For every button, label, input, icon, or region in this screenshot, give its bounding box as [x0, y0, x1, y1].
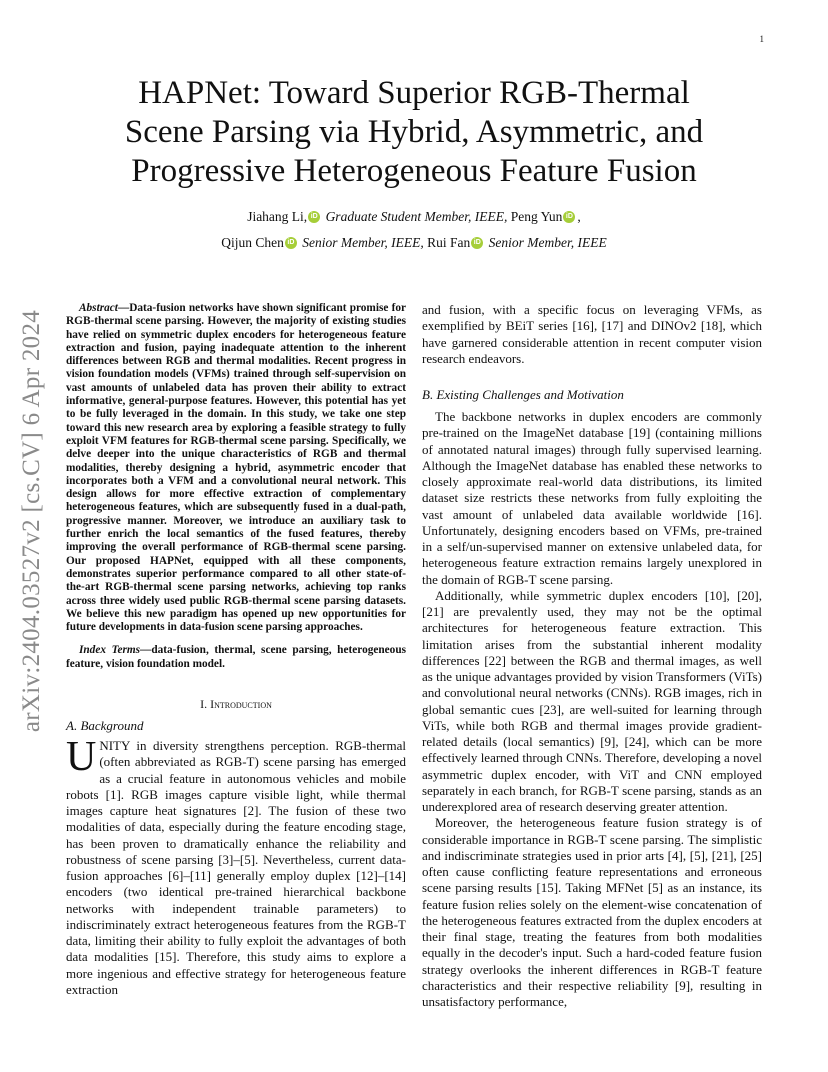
index-terms [66, 644, 406, 671]
author-separator: , [577, 209, 581, 224]
page-number: 1 [759, 34, 764, 44]
author-affiliation: Senior Member, IEEE, [298, 235, 424, 250]
intro-paragraph-4: Moreover, the heterogeneous feature fusion strategy is of considerable importance in RGB-T scene parsing. The simplistic and indiscriminate strategies used in prior arts [4], [5], [21], [25] often cause conflicting feature representations and erroneous scene parsing results [15]. Taking MFNet [5] as an instance, its feature fusion relies solely on the element-wise concatenation of the heterogeneous features extracted from the duplex encoders at their final stage, treating the features from both modalities equally in the decoder's input. Such a hard-coded feature fusion strategy overlooks the inherent differences in RGB-T feature characteristics and their respective reliability [9], resulting in unsatisfactory performance, [422, 815, 762, 1009]
intro-paragraph-1-continued: and fusion, with a specific focus on leveraging VFMs, as exemplified by BEiT series [16], [17] and DINOv2 [18], which have garnered considerable attention in recent computer vision research endeavors. [422, 302, 762, 366]
index-terms-label: Index Terms [79, 644, 141, 657]
author-name: Rui Fan [423, 235, 471, 250]
orcid-icon[interactable]: iD [308, 211, 320, 223]
author-affiliation: Graduate Student Member, IEEE, [322, 209, 508, 224]
intro-paragraph-1 [66, 734, 406, 998]
orcid-icon[interactable]: iD [563, 211, 575, 223]
abstract [66, 302, 406, 634]
orcid-icon[interactable]: iD [285, 237, 297, 249]
abstract-label: Abstract [79, 302, 118, 314]
left-column [66, 302, 406, 998]
author-name: Qijun Chen [221, 235, 284, 250]
author-block [100, 204, 728, 256]
author-affiliation: Senior Member, IEEE [485, 235, 607, 250]
author-name: Peng Yun [507, 209, 563, 224]
right-column [422, 302, 762, 1010]
drop-cap: U [66, 734, 97, 781]
abstract-text: —Data-fusion networks have shown significant promise for RGB-thermal scene parsing. However, the majority of existing studies have relied on symmetric duplex encoders for heterogeneous feature extraction and fusion, paying inadequate attention to the inherent differences between RGB and thermal modalities. Recent progress in vision foundation models (VFMs) trained through self-supervision on vast amounts of unlabeled data has proven their ability to extract informative, general-purpose features. However, this potential has yet to be fully leveraged in the domain. In this study, we take one step toward this new research area by exploring a feasible strategy to fully exploit VFM features for RGB-thermal scene parsing. Specifically, we delve deeper into the unique characteristics of RGB and thermal modalities, thereby designing a hybrid, asymmetric encoder that incorporates both a VFM and a convolutional neural network. This design allows for more effective extraction of complementary heterogeneous features, which are subsequently fused in a dual-path, progressive manner. Moreover, we introduce an auxiliary task to further enrich the local semantics of the fused features, thereby improving the overall performance of RGB-thermal scene parsing. Our proposed HAPNet, equipped with all these components, demonstrates superior performance compared to all other state-of-the-art RGB-thermal scene parsing networks, achieving top ranks across three widely used public RGB-thermal scene parsing datasets. We believe this new paradigm has opened up new opportunities for future developments in data-fusion scene parsing approaches. [66, 302, 406, 634]
section-heading-introduction: I. Introduction [200, 697, 272, 712]
orcid-icon[interactable]: iD [471, 237, 483, 249]
paper-title: HAPNet: Toward Superior RGB-Thermal Scene Parsing via Hybrid, Asymmetric, and Progressive Heterogeneous Feature Fusion [124, 75, 704, 189]
author-line-1 [100, 204, 728, 230]
intro-paragraph-3: Additionally, while symmetric duplex encoders [10], [20], [21] are prevalently used, they may not be the optimal architectures for heterogeneous feature extraction. This limitation arises from the substantial inherent modality differences [22] between the RGB and thermal images, as well as the unique advantages provided by vision Transformers (ViTs) and convolutional neural networks (CNNs). RGB images, rich in global semantic cues [23], are well-suited for learning through ViTs, while both RGB and thermal images provide gradient-related details (local semantics) [9], [24], which can be more effectively learned through CNNs. Therefore, developing a novel asymmetric duplex encoder, with ViT and CNN employed separately in each branch, for RGB-T scene parsing, stands as an underexplored area of research deserving greater attention. [422, 587, 762, 814]
author-line-2 [100, 230, 728, 256]
arxiv-sidebar [8, 290, 56, 752]
subsection-heading-background: A. Background [66, 718, 144, 734]
index-terms-text: —data-fusion, thermal, scene parsing, heterogeneous feature, vision foundation model. [66, 644, 406, 670]
subsection-heading-challenges: B. Existing Challenges and Motivation [422, 387, 624, 402]
intro-paragraph-1-text: NITY in diversity strengthens perception. RGB-thermal (often abbreviated as RGB-T) scene parsing has emerged as a crucial feature in autonomous vehicles and mobile robots [1]. RGB images capture visible light, while thermal images capture heat signatures [2]. The fusion of these two modalities of data, especially during the feature encoding stage, has been proven to dramatically enhance the reliability and robustness of scene parsing [3]–[5]. Nevertheless, current data-fusion approaches [6]–[11] generally employ duplex [12]–[14] encoders (two identical pre-trained hierarchical backbone networks with independent trainable parameters) to indiscriminately extract heterogeneous features from the RGB-T data, limiting their ability to fully exploit the advantages of both data modalities [15]. Therefore, this study aims to explore a more ingenious and effective strategy for heterogeneous feature extraction [66, 738, 406, 997]
intro-paragraph-2: The backbone networks in duplex encoders are commonly pre-trained on the ImageNet database [19] (containing millions of annotated natural images) through fully supervised learning. Although the ImageNet database has enabled these networks to closely approximate real-world data distributions, its limited dataset size restricts these networks from fully exploiting the vast amount of unlabeled data available worldwide [16]. Unfortunately, designing encoders based on VFMs, pre-trained in a self/un-supervised manner on extensive unlabeled data, for heterogeneous feature extraction remains largely unexplored in the domain of RGB-T scene parsing. [422, 409, 762, 587]
arxiv-identifier: arXiv:2404.03527v2 [cs.CV] 6 Apr 2024 [18, 309, 46, 733]
author-name: Jiahang Li, [247, 209, 308, 224]
